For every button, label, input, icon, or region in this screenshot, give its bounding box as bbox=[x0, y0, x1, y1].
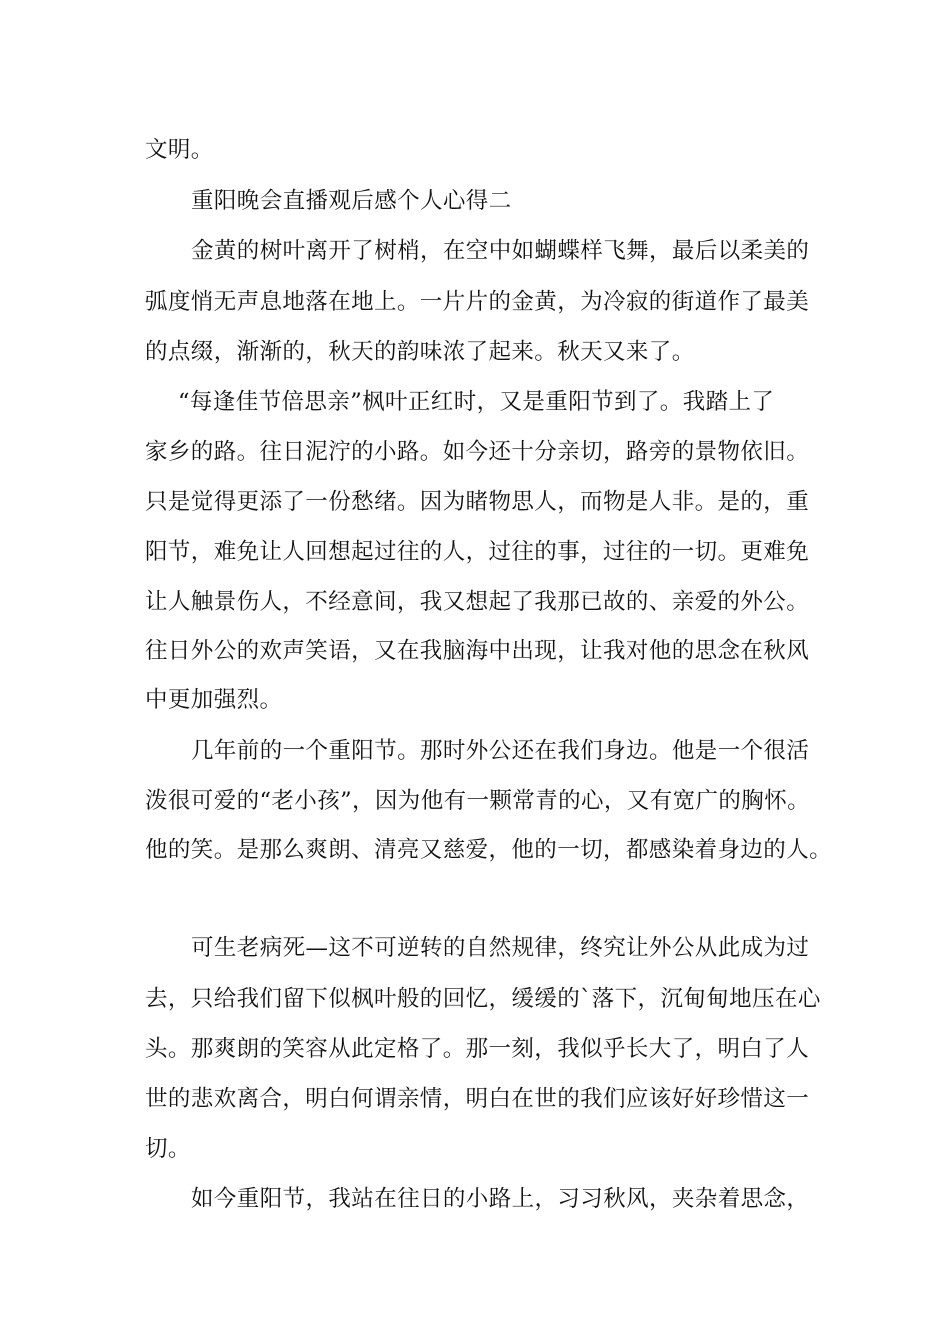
text-line: 弧度悄无声息地落在地上。一片片的金黄，为冷寂的街道作了最美 bbox=[145, 289, 810, 315]
text-line: 他的笑。是那么爽朗、清亮又慈爱，他的一切，都感染着身边的人。 bbox=[145, 837, 833, 863]
text-line: 切。 bbox=[145, 1136, 191, 1162]
text-line: 的点缀，渐渐的，秋天的韵味浓了起来。秋天又来了。 bbox=[145, 339, 695, 365]
text-line: 让人触景伤人，不经意间，我又想起了我那已故的、亲爱的外公。 bbox=[145, 589, 810, 615]
text-line: 可生老病死—这不可逆转的自然规律，终究让外公从此成为过 bbox=[191, 935, 810, 961]
text-line: 世的悲欢离合，明白何谓亲情，明白在世的我们应该好好珍惜这一 bbox=[145, 1086, 810, 1112]
text-line: 金黄的树叶离开了树梢，在空中如蝴蝶样飞舞，最后以柔美的 bbox=[191, 238, 810, 264]
text-line: 文明。 bbox=[145, 137, 214, 163]
text-line: “每逢佳节倍思亲”枫叶正红时，又是重阳节到了。我踏上了 bbox=[178, 389, 775, 415]
text-line: 中更加强烈。 bbox=[145, 687, 283, 713]
text-line: 去，只给我们留下似枫叶般的回忆，缓缓的`落下，沉甸甸地压在心 bbox=[145, 986, 821, 1012]
text-line: 阳节，难免让人回想起过往的人，过往的事，过往的一切。更难免 bbox=[145, 539, 810, 565]
text-line: 只是觉得更添了一份愁绪。因为睹物思人，而物是人非。是的，重 bbox=[145, 489, 810, 515]
text-line: 往日外公的欢声笑语，又在我脑海中出现，让我对他的思念在秋风 bbox=[145, 638, 810, 664]
text-line: 头。那爽朗的笑容从此定格了。那一刻，我似乎长大了，明白了人 bbox=[145, 1036, 810, 1062]
text-line: 泼很可爱的“老小孩”，因为他有一颗常青的心，又有宽广的胸怀。 bbox=[145, 788, 811, 814]
text-line: 家乡的路。往日泥泞的小路。如今还十分亲切，路旁的景物依旧。 bbox=[145, 439, 810, 465]
section-heading: 重阳晚会直播观后感个人心得二 bbox=[191, 188, 512, 214]
text-line: 如今重阳节，我站在往日的小路上，习习秋风，夹杂着思念， bbox=[191, 1186, 810, 1212]
text-line: 几年前的一个重阳节。那时外公还在我们身边。他是一个很活 bbox=[191, 738, 810, 764]
